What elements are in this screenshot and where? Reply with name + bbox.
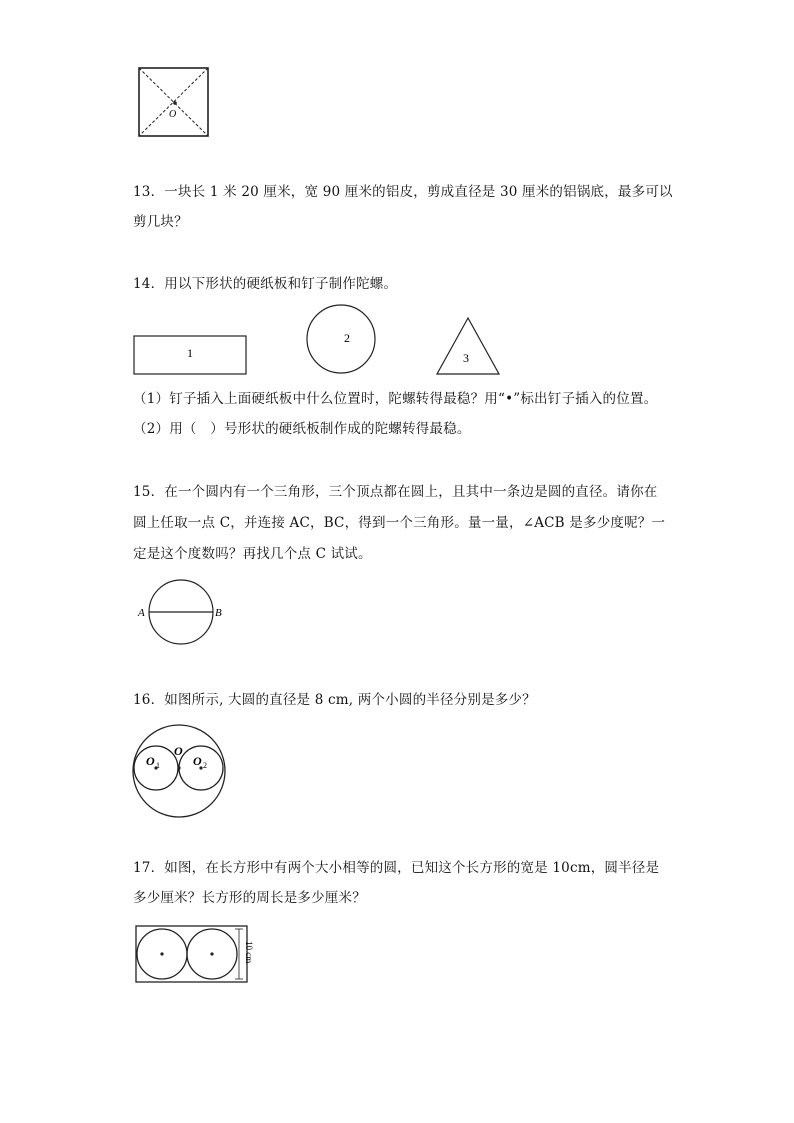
left-circle-center	[160, 952, 163, 955]
center-label: O	[169, 109, 177, 120]
q13-line1: 13．一块长 1 米 20 厘米，宽 90 厘米的铝皮，剪成直径是 30 厘米的铝锅底，最多可以	[133, 184, 673, 200]
q14-sub1: （1）钉子插入上面硬纸板中什么位置时，陀螺转得最稳？用“•”标出钉子插入的位置。	[133, 391, 658, 407]
label-o1: O	[146, 754, 155, 768]
q16-line1: 16．如图所示, 大圆的直径是 8 cm, 两个小圆的半径分别是多少？	[133, 692, 536, 708]
q14-sub2: （2）用（ ）号形状的硬纸板制作成的陀螺转得最稳。	[133, 421, 471, 437]
circle-shape-label: 2	[344, 331, 350, 345]
q14-line1: 14．用以下形状的硬纸板和钉子制作陀螺。	[133, 276, 398, 292]
label-o: O	[174, 744, 183, 758]
q13-line2: 剪几块？	[133, 214, 188, 230]
width-label: 10 cm	[244, 941, 254, 964]
point-b-label: B	[215, 607, 222, 619]
q15-line1: 15．在一个圆内有一个三角形，三个顶点都在圆上，且其中一条边是圆的直径。请你在	[133, 484, 658, 500]
triangle-shape-label: 3	[463, 351, 469, 365]
label-o1-sub: 1	[156, 761, 160, 770]
q17-line1: 17．如图，在长方形中有两个大小相等的圆，已知这个长方形的宽是 10cm，圆半径是	[133, 860, 660, 876]
label-o2-sub: 2	[203, 761, 207, 770]
rectangle-shape-label: 1	[187, 346, 193, 360]
label-o2: O	[193, 754, 202, 768]
q15-line2: 圆上任取一点 C，并连接 AC，BC，得到一个三角形。量一量，∠ACB 是多少度呢？一	[133, 515, 666, 531]
right-circle-center	[210, 952, 213, 955]
q15-line3: 定是这个度数吗？再找几个点 C 试试。	[133, 546, 372, 562]
point-a-label: A	[138, 607, 145, 619]
outer-rectangle	[136, 926, 247, 982]
q17-line2: 多少厘米？长方形的周长是多少厘米？	[133, 890, 366, 906]
